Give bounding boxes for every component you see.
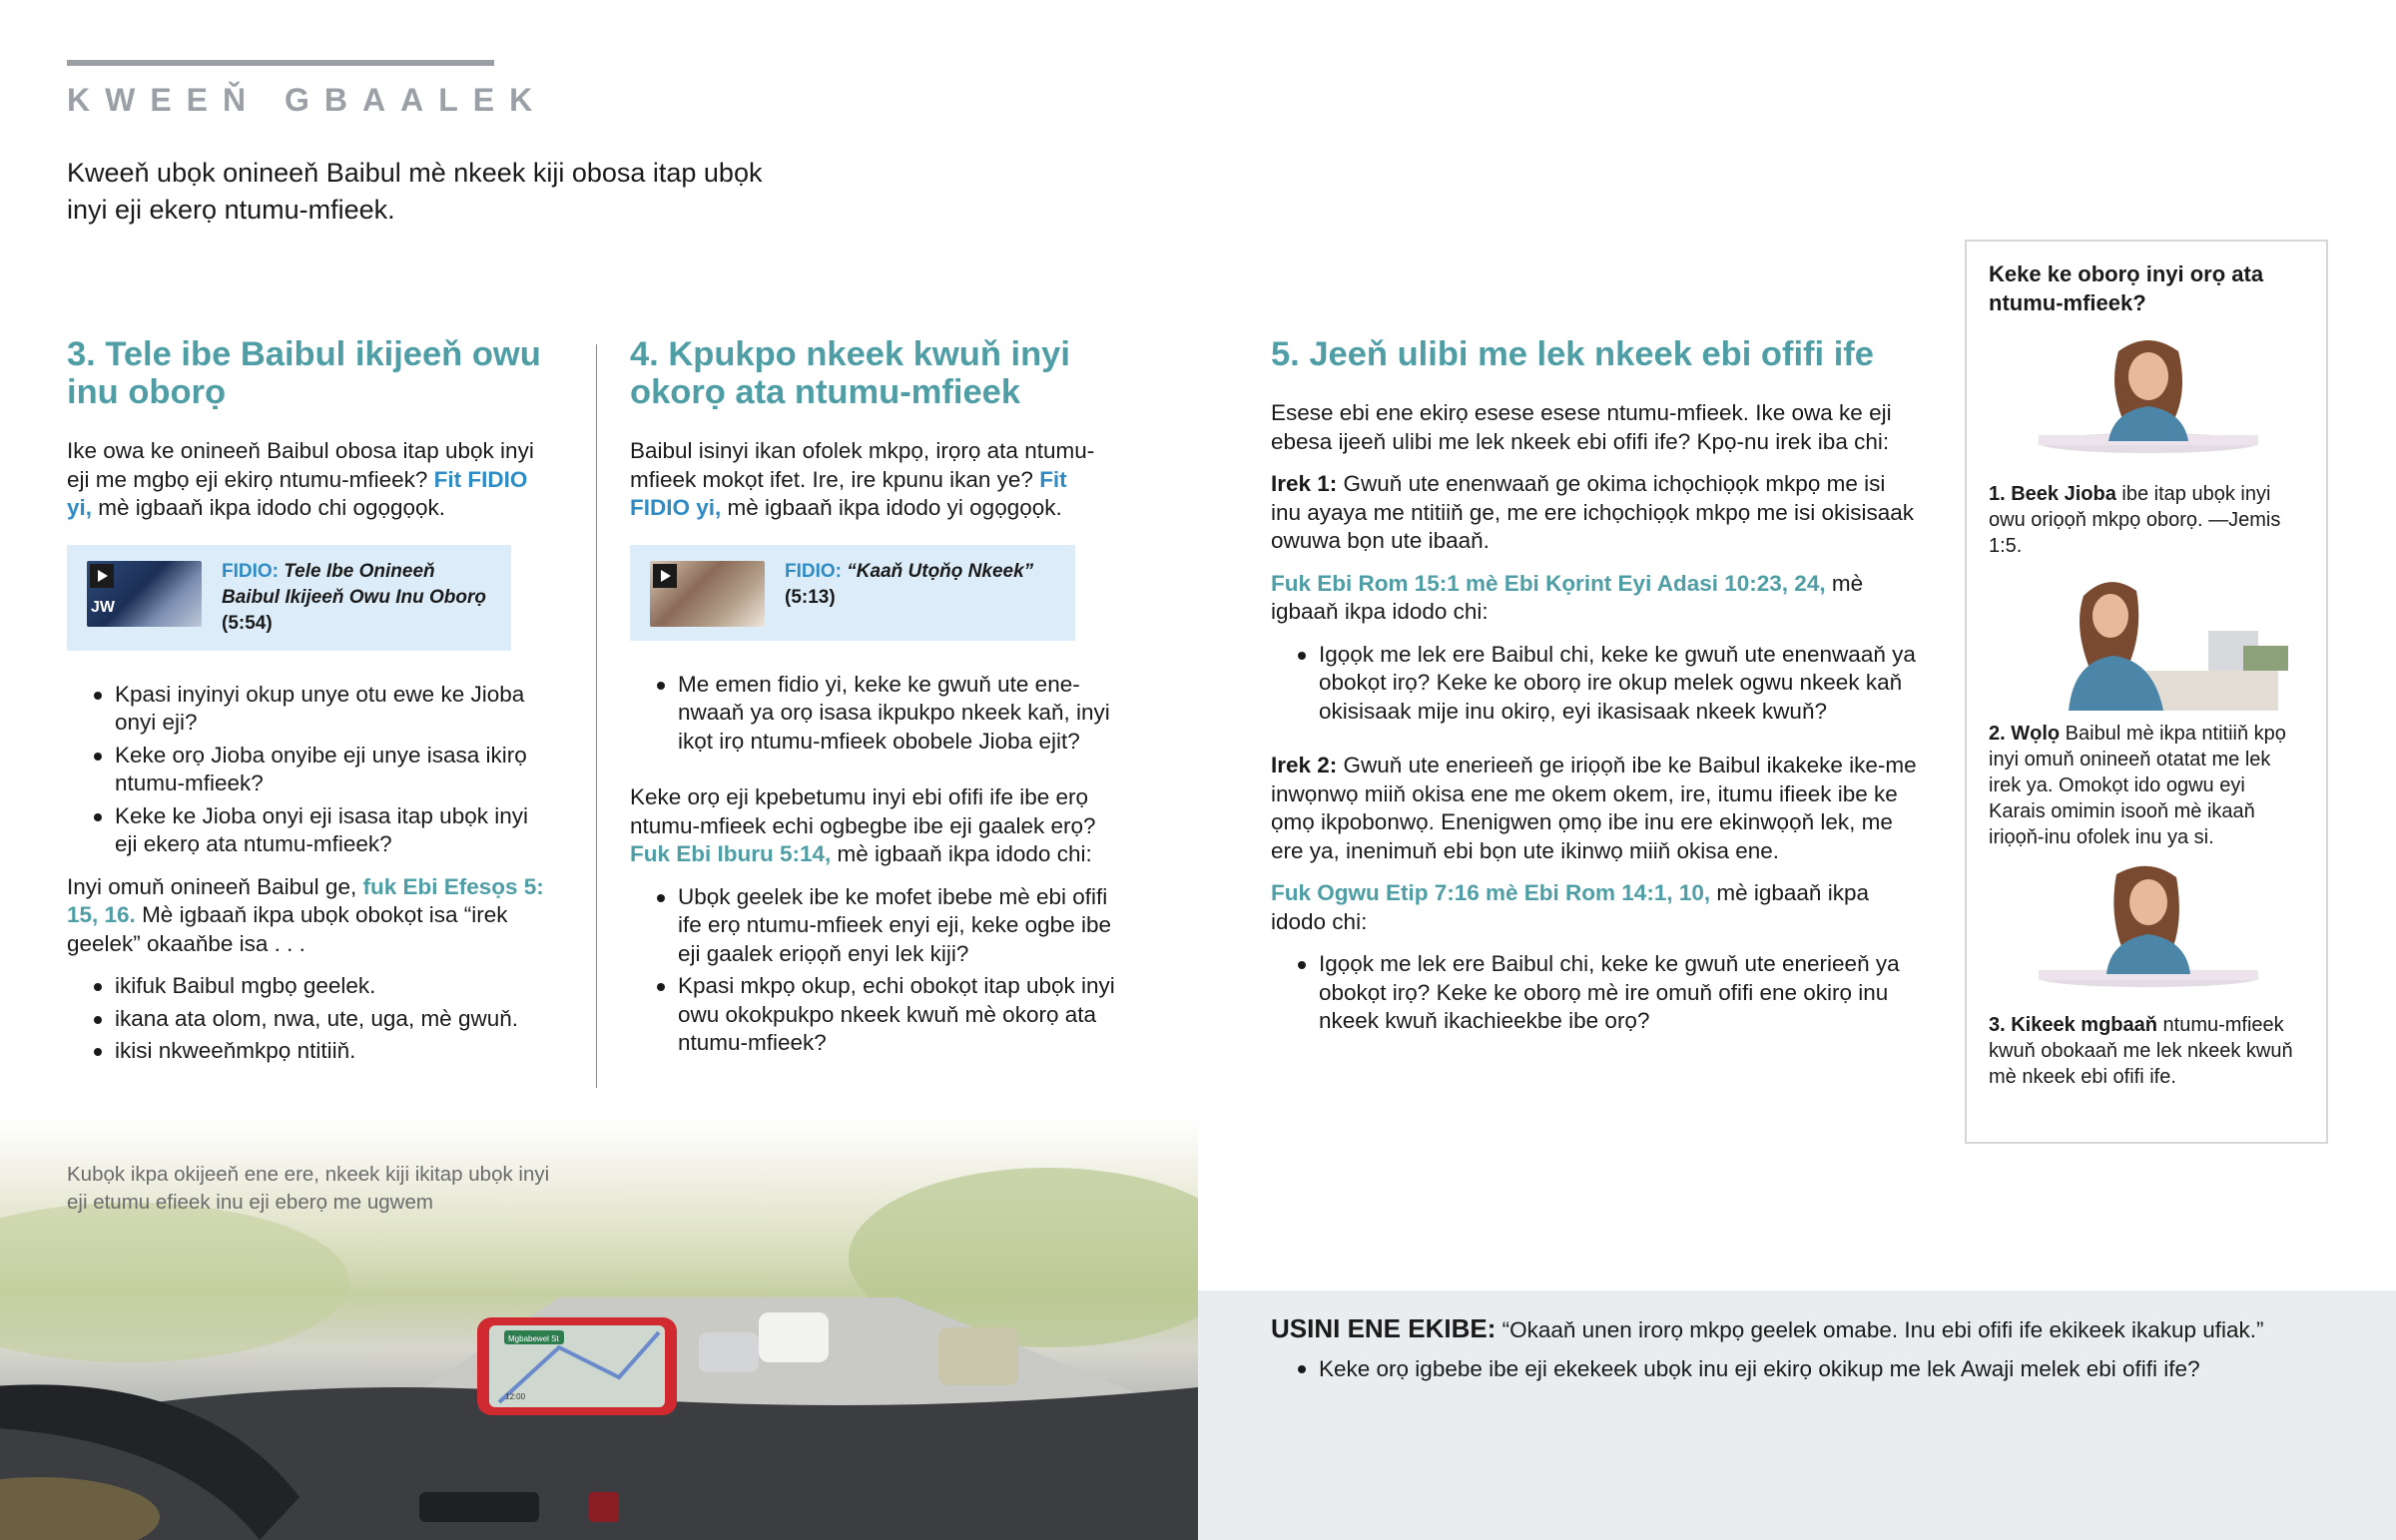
tip-item-3 (1989, 1012, 2304, 1090)
video-info (785, 559, 1033, 611)
paragraph-text: mè igbaaň ikpa idodo chi: (1271, 570, 1864, 624)
play-icon[interactable] (90, 564, 114, 588)
paragraph-text: mè igbaaň ikpa idodo chi ogọgọọk. (92, 495, 446, 520)
section-4-heading: 4. Kpukpo nkeek kwuň inyi okorọ ata ntumu-mfieek (630, 335, 1070, 411)
tip-item-2 (1989, 721, 2304, 850)
woman-laptop-illustration (1989, 571, 2304, 711)
question-list (630, 671, 1129, 757)
question-item: Igọọk me lek ere Baibul chi, keke ke gwuň ute enerieeň ya obokọt irọ? Keke ke oborọ mè ire omuň ofifi ene okirọ inu nkeek kwuň ikachieekbe ibe orọ? (1271, 950, 1920, 1036)
woman-thinking-illustration (1989, 862, 2304, 1002)
section-4-paragraph-2 (630, 783, 1129, 869)
video-thumbnail[interactable] (87, 561, 202, 627)
discussion-list (1271, 1354, 2359, 1383)
video-title[interactable]: “Kaaň Utọňọ Nkeek” (847, 560, 1034, 582)
question-item: Kpasi mkpọ okup, echi obokọt itap ubọk inyi owu okokpukpo nkeek kwuň mè okorọ ata ntumu-mfieek? (630, 972, 1129, 1058)
scripture-link[interactable]: Fuk Ogwu Etip 7:16 mè Ebi Rom 14:1, 10, (1271, 880, 1711, 905)
tips-box-title: Keke ke oborọ inyi orọ ata ntumu-mfieek? (1989, 261, 2264, 315)
video-card[interactable] (67, 545, 511, 651)
section-3-paragraph-1 (67, 437, 556, 523)
paragraph-text: mè igbaaň ikpa idodo chi: (1271, 880, 1869, 934)
paragraph-text: mè igbaaň ikpa idodo chi: (831, 841, 1092, 866)
section-3 (67, 335, 556, 1080)
tip-label: 1. Beek Jioba (1989, 483, 2116, 505)
question-list (67, 681, 556, 859)
section-4 (630, 335, 1129, 1072)
discussion-quote: “Okaaň unen irorọ mkpọ geelek omabe. Inu ebi ofifi ife ekikeek ikakup ufiak.” (1496, 1317, 2264, 1342)
section-4-paragraph-1 (630, 437, 1129, 523)
paragraph-text: mè igbaaň ikpa idodo yi ogọgọọk. (721, 495, 1062, 520)
activity-list (67, 972, 556, 1066)
header-rule (67, 60, 494, 66)
irek-label: Irek 2: (1271, 753, 1338, 777)
scripture-link[interactable]: Fuk Ebi Iburu 5:14, (630, 841, 832, 866)
woman-praying-illustration (1989, 331, 2304, 471)
section-kicker: KWEEŇ GBAALEK (67, 82, 548, 118)
scripture-link[interactable]: fuk Ebi Efesọs 5: 15, 16. (67, 873, 544, 927)
question-item: Keke orọ Jioba onyibe eji unye isasa ikirọ ntumu-mfieek? (67, 742, 556, 798)
video-duration: (5:13) (785, 586, 836, 608)
paragraph-text: Gwuň ute enenwaaň ge okima ichọchiọọk mkpọ me isi inu ayaya me ntitiiň ge, me ere ichọchiọọk mkpọ me isi okisisaak owuwa bọn ute ibaaň. (1271, 471, 1915, 553)
fit-video-link[interactable]: Fit FIDIO yi, (67, 466, 528, 520)
question-list (1271, 950, 1920, 1036)
section-5 (1271, 335, 1920, 1050)
tip-label: 3. Kikeek mgbaaň (1989, 1014, 2157, 1036)
discussion-question: Keke orọ igbebe ibe eji ekekeek ubọk inu eji ekirọ okikup me lek Awaji melek ebi ofifi ife? (1271, 1354, 2359, 1383)
question-item: Keke ke Jioba onyi eji isasa itap ubọk inyi eji ekerọ ata ntumu-mfieek? (67, 802, 556, 859)
discussion-panel (1198, 1290, 2396, 1540)
question-list (630, 883, 1129, 1058)
map-time-label: 12:00 (505, 1392, 526, 1401)
list-item: ikifuk Baibul mgbọ geelek. (67, 972, 556, 1001)
discussion-label: USINI ENE EKIBE: (1271, 1313, 1497, 1343)
tip-text: ibe itap ubọk inyi owu oriọọň mkpọ oborọ. —Jemis 1:5. (1989, 483, 2281, 557)
reference-2 (1271, 879, 1920, 936)
question-item: Igọọk me lek ere Baibul chi, keke ke gwuň ute enenwaaň ya obokọt irọ? Keke ke oborọ ire okup melek ogwu nkeek kaň okisisaak mije inu okirọ, eyi ikasisaak nkeek kwuň? (1271, 641, 1920, 727)
fit-video-link[interactable]: Fit FIDIO yi, (630, 466, 1067, 520)
video-thumbnail[interactable] (650, 561, 765, 627)
tip-text: ntumu-mfieek kwuň obokaaň me lek nkeek kwuň mè nkeek ebi ofifi ife. (1989, 1014, 2293, 1088)
video-label: FIDIO: (785, 560, 842, 582)
map-street-label: Mgbabewel St (508, 1334, 559, 1343)
question-item: Me emen fidio yi, keke ke gwuň ute ene-nwaaň ya orọ isasa ikpukpo nkeek kaň, inyi ikọt irọ ntumu-mfieek obobele Jioba ejit? (630, 671, 1129, 757)
video-duration: (5:54) (222, 612, 273, 634)
column-divider (596, 344, 597, 1088)
irek-label: Irek 1: (1271, 471, 1338, 496)
discussion-content (1271, 1314, 2359, 1383)
list-item: ikana ata olom, nwa, ute, uga, mè gwuň. (67, 1005, 556, 1034)
section-3-heading: 3. Tele ibe Baibul ikijeeň owu inu oborọ (67, 335, 541, 411)
paragraph-text: Inyi omuň onineeň Baibul ge, (67, 873, 363, 899)
paragraph-text: Ike owa ke onineeň Baibul obosa itap ubọk inyi eji me mgbọ eji ekirọ ntumu-mfieek? (67, 438, 534, 492)
tip-label: 2. Wọlọ (1989, 723, 2061, 745)
video-label: FIDIO: (222, 560, 279, 582)
scripture-link[interactable]: Fuk Ebi Rom 15:1 mè Ebi Kọrint Eyi Adasi 10:23, 24, (1271, 570, 1826, 596)
irek-2 (1271, 752, 1920, 865)
section-5-paragraph-1: Esese ebi ene ekirọ esese esese ntumu-mfieek. Ike owa ke eji ebesa ijeeň ulibi me lek nkeek ebi ofifi ife? Kpọ-nu irek iba chi: (1271, 400, 1892, 454)
video-card[interactable] (630, 545, 1075, 641)
reference-1 (1271, 570, 1920, 627)
tip-item-1 (1989, 481, 2304, 559)
section-5-heading: 5. Jeeň ulibi me lek nkeek ebi ofifi ife (1271, 335, 1874, 373)
tips-box (1965, 240, 2328, 1144)
paragraph-text: Mè igbaaň ikpa ubọk obokọt isa “irek geelek” okaaňbe isa . . . (67, 902, 508, 956)
intro-text: Kweeň ubọk onineeň Baibul mè nkeek kiji obosa itap ubọk inyi eji ekerọ ntumu-mfieek. (67, 158, 763, 225)
section-3-paragraph-2 (67, 873, 556, 959)
question-item: Ubọk geelek ibe ke mofet ibebe mè ebi ofifi ife erọ ntumu-mfieek enyi eji, keke ogbe ibe eji gaalek eriọọň enyi lek kiji? (630, 883, 1129, 969)
irek-1 (1271, 470, 1920, 556)
paragraph-text: Baibul isinyi ikan ofolek mkpọ, irọrọ ata ntumu-mfieek mokọt ifet. Ire, ire kpunu ikan ye? (630, 438, 1095, 492)
play-icon[interactable] (653, 564, 677, 588)
jw-logo: JW (91, 599, 115, 616)
list-item: ikisi nkweeňmkpọ ntitiiň. (67, 1037, 556, 1066)
video-info (222, 559, 491, 637)
tip-text: Baibul mè ikpa ntitiiň kpọ inyi omuň onineeň otatat me lek irek ya. Omokọt ido ogwu eyi Karais omimin isooň mè ikaaň iriọọň-inu ofolek inu ya si. (1989, 723, 2286, 848)
phone-map (477, 1317, 677, 1415)
paragraph-text: Gwuň ute enerieeň ge iriọọň ibe ke Baibul ikakeke ike-me inwọnwọ miiň okisa ene me okem okem, ire, itumu ifieek ibe ke ọmọ ikpobonwọ. Enenigwen ọmọ ibe inu ere ekinwọọň lek, me ere ya, inenimuň ebi bọn ute ikinwọ miiň okisa ene. (1271, 753, 1917, 863)
video-title[interactable]: Tele Ibe Onineeň Baibul Ikijeeň Owu Inu Oborọ (222, 560, 486, 608)
question-item: Kpasi inyinyi okup unye otu ewe ke Jioba onyi eji? (67, 681, 556, 738)
question-list (1271, 641, 1920, 727)
paragraph-text: Keke orọ eji kpebetumu inyi ebi ofifi ife ibe erọ ntumu-mfieek echi ogbegbe ibe eji gaalek erọ? (630, 784, 1096, 838)
photo-caption: Kubọk ikpa okijeeň ene ere, nkeek kiji ikitap ubọk inyi eji etumu efieek inu eji eberọ me ugwem (67, 1163, 550, 1214)
